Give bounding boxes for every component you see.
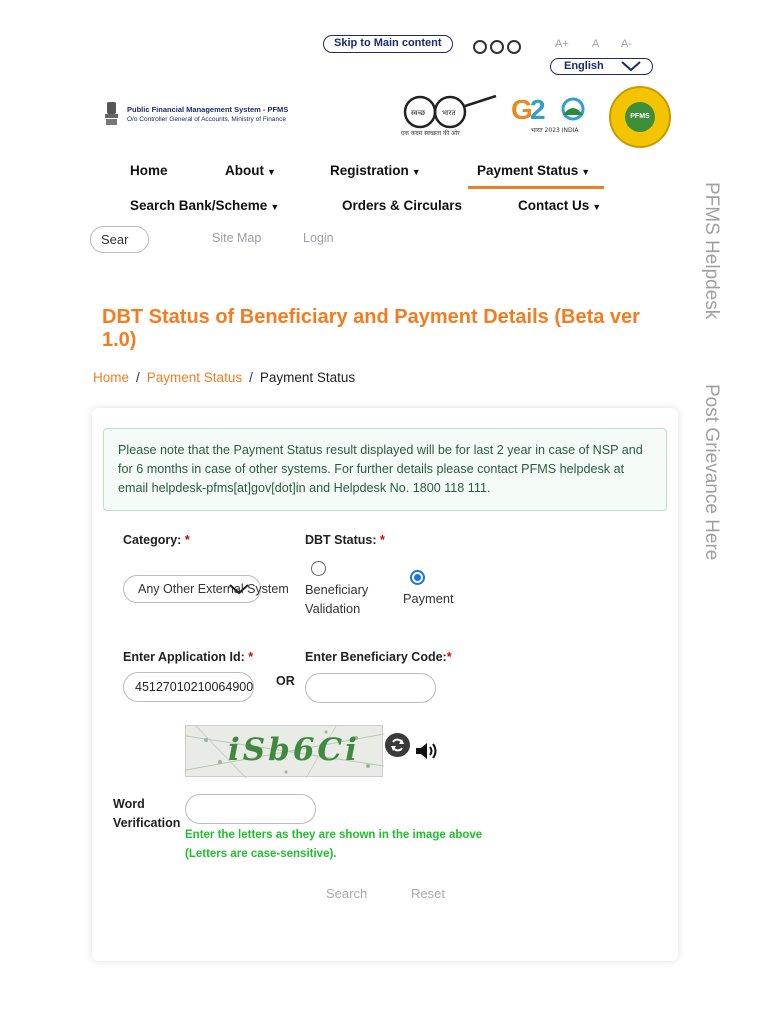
contrast-option-1[interactable] (473, 40, 487, 54)
dbt-status-label-text: DBT Status: (305, 533, 377, 547)
nav-payment-status-label: Payment Status (477, 163, 579, 178)
nav-about-label: About (225, 163, 264, 178)
category-value: Any Other External System (138, 582, 289, 596)
breadcrumb-separator: / (249, 370, 253, 385)
application-id-label-text: Enter Application Id: (123, 650, 245, 664)
reset-button[interactable]: Reset (411, 886, 445, 901)
caret-down-icon: ▼ (592, 202, 602, 212)
nav-about[interactable] (225, 163, 276, 178)
svg-text:2: 2 (530, 94, 546, 125)
breadcrumb-current: Payment Status (259, 370, 356, 385)
swachh-bharat-logo (396, 94, 498, 138)
notice-box: Please note that the Payment Status result displayed will be for last 2 year in case of NSP and for 6 months in case of other systems. For further details please contact PFMS helpdesk at email helpdesk-pfms[at]gov[dot]in and Helpdesk No. 1800 118 111. (103, 428, 667, 511)
captcha-hint (185, 826, 482, 864)
captcha-hint-line2: (Letters are case-sensitive). (185, 848, 337, 860)
nav-orders-circulars-label: Orders & Circulars (342, 198, 463, 213)
nav-search-bank-scheme-label: Search Bank/Scheme (130, 198, 268, 213)
pfms-logo (609, 86, 671, 148)
caret-down-icon: ▼ (411, 167, 421, 177)
swachh-caption: एक कदम स्वच्छता की ओर (401, 130, 460, 137)
caret-down-icon: ▼ (266, 167, 276, 177)
required-mark: * (184, 533, 190, 547)
captcha-image (185, 725, 383, 777)
category-select[interactable] (123, 575, 289, 603)
radio-payment[interactable] (410, 570, 425, 585)
svg-text:G: G (511, 94, 533, 125)
nav-payment-status[interactable] (477, 163, 590, 178)
g20-caption: भारत 2023 INDIA (531, 127, 579, 134)
font-increase-button[interactable]: A+ (555, 38, 569, 50)
skip-to-main-content-button[interactable]: Skip to Main content (323, 35, 453, 53)
nav-registration[interactable] (330, 163, 421, 178)
application-id-input[interactable]: 45127010210064900 (123, 672, 254, 702)
breadcrumb-payment-status[interactable]: Payment Status (146, 370, 243, 385)
word-verification-label-line1: Word (113, 797, 145, 811)
nav-home[interactable] (130, 163, 168, 178)
category-label (123, 533, 190, 547)
breadcrumb-separator: / (136, 370, 140, 385)
captcha-hint-line1: Enter the letters as they are shown in the image above (185, 829, 483, 841)
word-verification-label (113, 795, 180, 833)
page-title: DBT Status of Beneficiary and Payment Details (Beta ver 1.0) (102, 306, 640, 351)
word-verification-label-line2: Verification (113, 816, 181, 830)
nav-registration-label: Registration (330, 163, 409, 178)
beneficiary-code-label-text: Enter Beneficiary Code: (305, 650, 447, 664)
g20-logo (511, 93, 591, 135)
svg-text:स्वच्छ: स्वच्छ (411, 109, 426, 117)
site-search-input[interactable]: Sear (90, 226, 149, 253)
category-label-text: Category: (123, 533, 182, 547)
required-mark: * (446, 650, 452, 664)
brand-title: Public Financial Management System - PFMS (127, 105, 289, 114)
chevron-down-icon (620, 59, 642, 73)
refresh-captcha-icon[interactable] (385, 733, 410, 757)
caret-down-icon: ▼ (270, 202, 280, 212)
post-grievance-tab[interactable]: Post Grievance Here (701, 384, 722, 561)
language-select[interactable] (550, 58, 653, 75)
font-normal-button[interactable]: A (592, 38, 600, 50)
beneficiary-code-input[interactable] (305, 673, 436, 703)
nav-orders-circulars[interactable] (342, 198, 462, 213)
required-mark: * (248, 650, 254, 664)
svg-text:भारत: भारत (442, 109, 456, 117)
radio-label-line2: Validation (305, 601, 361, 616)
or-label: OR (276, 674, 295, 688)
radio-beneficiary-validation[interactable] (311, 561, 326, 576)
language-value: English (564, 60, 604, 72)
brand-subtitle: O/o Controller General of Accounts, Ministry of Finance (127, 116, 286, 123)
national-emblem-icon (103, 100, 120, 128)
radio-label-line1: Beneficiary (305, 582, 369, 597)
breadcrumb-home[interactable]: Home (93, 370, 130, 385)
site-map-link[interactable]: Site Map (212, 231, 262, 245)
contrast-option-2[interactable] (490, 40, 504, 54)
application-id-label (123, 650, 253, 664)
search-button[interactable]: Search (326, 886, 368, 901)
nav-search-bank-scheme[interactable] (130, 198, 279, 213)
word-verification-input[interactable] (185, 794, 316, 824)
font-decrease-button[interactable]: A- (621, 38, 632, 50)
nav-contact-us-label: Contact Us (518, 198, 590, 213)
contrast-option-3[interactable] (507, 40, 521, 54)
radio-payment-label: Payment (403, 591, 454, 606)
captcha-text: iSb6Ci (228, 732, 360, 768)
beneficiary-code-label (305, 650, 452, 664)
required-mark: * (380, 533, 385, 547)
chevron-down-icon (228, 582, 250, 596)
contrast-selector (473, 40, 521, 54)
breadcrumb (93, 370, 355, 385)
pfms-helpdesk-tab[interactable]: PFMS Helpdesk (701, 182, 722, 320)
radio-beneficiary-validation-label (305, 580, 368, 618)
nav-contact-us[interactable] (518, 198, 601, 213)
pfms-logo-text: PFMS (625, 102, 655, 132)
login-link[interactable]: Login (303, 231, 334, 245)
nav-home-label: Home (130, 163, 168, 178)
active-nav-indicator (468, 186, 604, 189)
audio-captcha-icon[interactable] (414, 741, 438, 761)
caret-down-icon: ▼ (581, 167, 591, 177)
dbt-status-label (305, 533, 385, 547)
